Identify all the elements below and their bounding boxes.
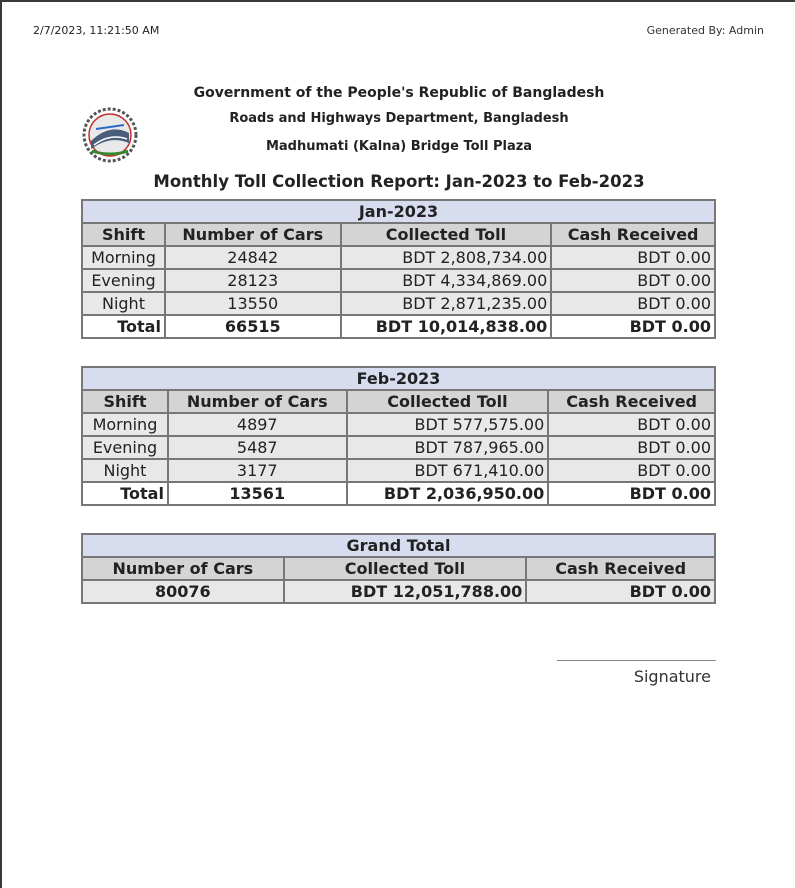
column-header-cash: Cash Received xyxy=(551,223,715,246)
cars-cell: 28123 xyxy=(165,269,341,292)
month-title: Feb-2023 xyxy=(82,367,715,390)
grand-total-cars: 80076 xyxy=(82,580,284,603)
column-header-toll: Collected Toll xyxy=(347,390,549,413)
shift-cell: Night xyxy=(82,459,168,482)
column-header-cash: Cash Received xyxy=(548,390,715,413)
column-header-shift: Shift xyxy=(82,223,165,246)
toll-cell: BDT 787,965.00 xyxy=(347,436,549,459)
total-label: Total xyxy=(82,482,168,505)
month-title: Jan-2023 xyxy=(82,200,715,223)
toll-cell: BDT 577,575.00 xyxy=(347,413,549,436)
government-heading: Government of the People's Republic of Bangladesh xyxy=(193,85,605,101)
column-header-toll: Collected Toll xyxy=(341,223,552,246)
cash-cell: BDT 0.00 xyxy=(548,436,715,459)
toll-cell: BDT 2,808,734.00 xyxy=(341,246,552,269)
total-cars: 13561 xyxy=(168,482,347,505)
cash-cell: BDT 0.00 xyxy=(551,246,715,269)
cash-cell: BDT 0.00 xyxy=(551,269,715,292)
toll-cell: BDT 4,334,869.00 xyxy=(341,269,552,292)
print-timestamp: 2/7/2023, 11:21:50 AM xyxy=(33,24,160,37)
column-header-shift: Shift xyxy=(82,390,168,413)
signature-line xyxy=(557,660,716,661)
table-row xyxy=(82,459,715,482)
total-toll: BDT 10,014,838.00 xyxy=(341,315,552,338)
grand-total-title: Grand Total xyxy=(82,534,715,557)
shift-cell: Night xyxy=(82,292,165,315)
grand-total-row xyxy=(82,580,715,603)
column-header-cars: Number of Cars xyxy=(168,390,347,413)
grand-total-table xyxy=(81,533,716,604)
cash-cell: BDT 0.00 xyxy=(551,292,715,315)
shift-cell: Morning xyxy=(82,246,165,269)
total-toll: BDT 2,036,950.00 xyxy=(347,482,549,505)
month-table-jan xyxy=(81,199,716,339)
column-header-cars: Number of Cars xyxy=(82,557,284,580)
total-cash: BDT 0.00 xyxy=(548,482,715,505)
cars-cell: 13550 xyxy=(165,292,341,315)
column-header-toll: Collected Toll xyxy=(284,557,527,580)
cash-cell: BDT 0.00 xyxy=(548,413,715,436)
table-row xyxy=(82,436,715,459)
shift-cell: Evening xyxy=(82,269,165,292)
table-row xyxy=(82,246,715,269)
toll-cell: BDT 671,410.00 xyxy=(347,459,549,482)
table-row xyxy=(82,292,715,315)
signature-label: Signature xyxy=(633,667,711,686)
total-cash: BDT 0.00 xyxy=(551,315,715,338)
total-row xyxy=(82,315,715,338)
grand-total-cash: BDT 0.00 xyxy=(526,580,715,603)
toll-plaza-heading: Madhumati (Kalna) Bridge Toll Plaza xyxy=(265,139,533,154)
table-row xyxy=(82,413,715,436)
total-cars: 66515 xyxy=(165,315,341,338)
cars-cell: 24842 xyxy=(165,246,341,269)
cars-cell: 4897 xyxy=(168,413,347,436)
cars-cell: 3177 xyxy=(168,459,347,482)
department-heading: Roads and Highways Department, Bangladesh xyxy=(229,111,569,126)
shift-cell: Morning xyxy=(82,413,168,436)
table-row xyxy=(82,269,715,292)
total-row xyxy=(82,482,715,505)
column-header-cars: Number of Cars xyxy=(165,223,341,246)
shift-cell: Evening xyxy=(82,436,168,459)
column-header-cash: Cash Received xyxy=(526,557,715,580)
report-title: Monthly Toll Collection Report: Jan-2023 to Feb-2023 xyxy=(153,172,645,191)
total-label: Total xyxy=(82,315,165,338)
toll-cell: BDT 2,871,235.00 xyxy=(341,292,552,315)
cars-cell: 5487 xyxy=(168,436,347,459)
generated-by: Generated By: Admin xyxy=(646,24,764,37)
page-left-border xyxy=(0,0,2,888)
grand-total-toll: BDT 12,051,788.00 xyxy=(284,580,527,603)
month-table-feb xyxy=(81,366,716,506)
cash-cell: BDT 0.00 xyxy=(548,459,715,482)
page-top-border xyxy=(0,0,795,2)
